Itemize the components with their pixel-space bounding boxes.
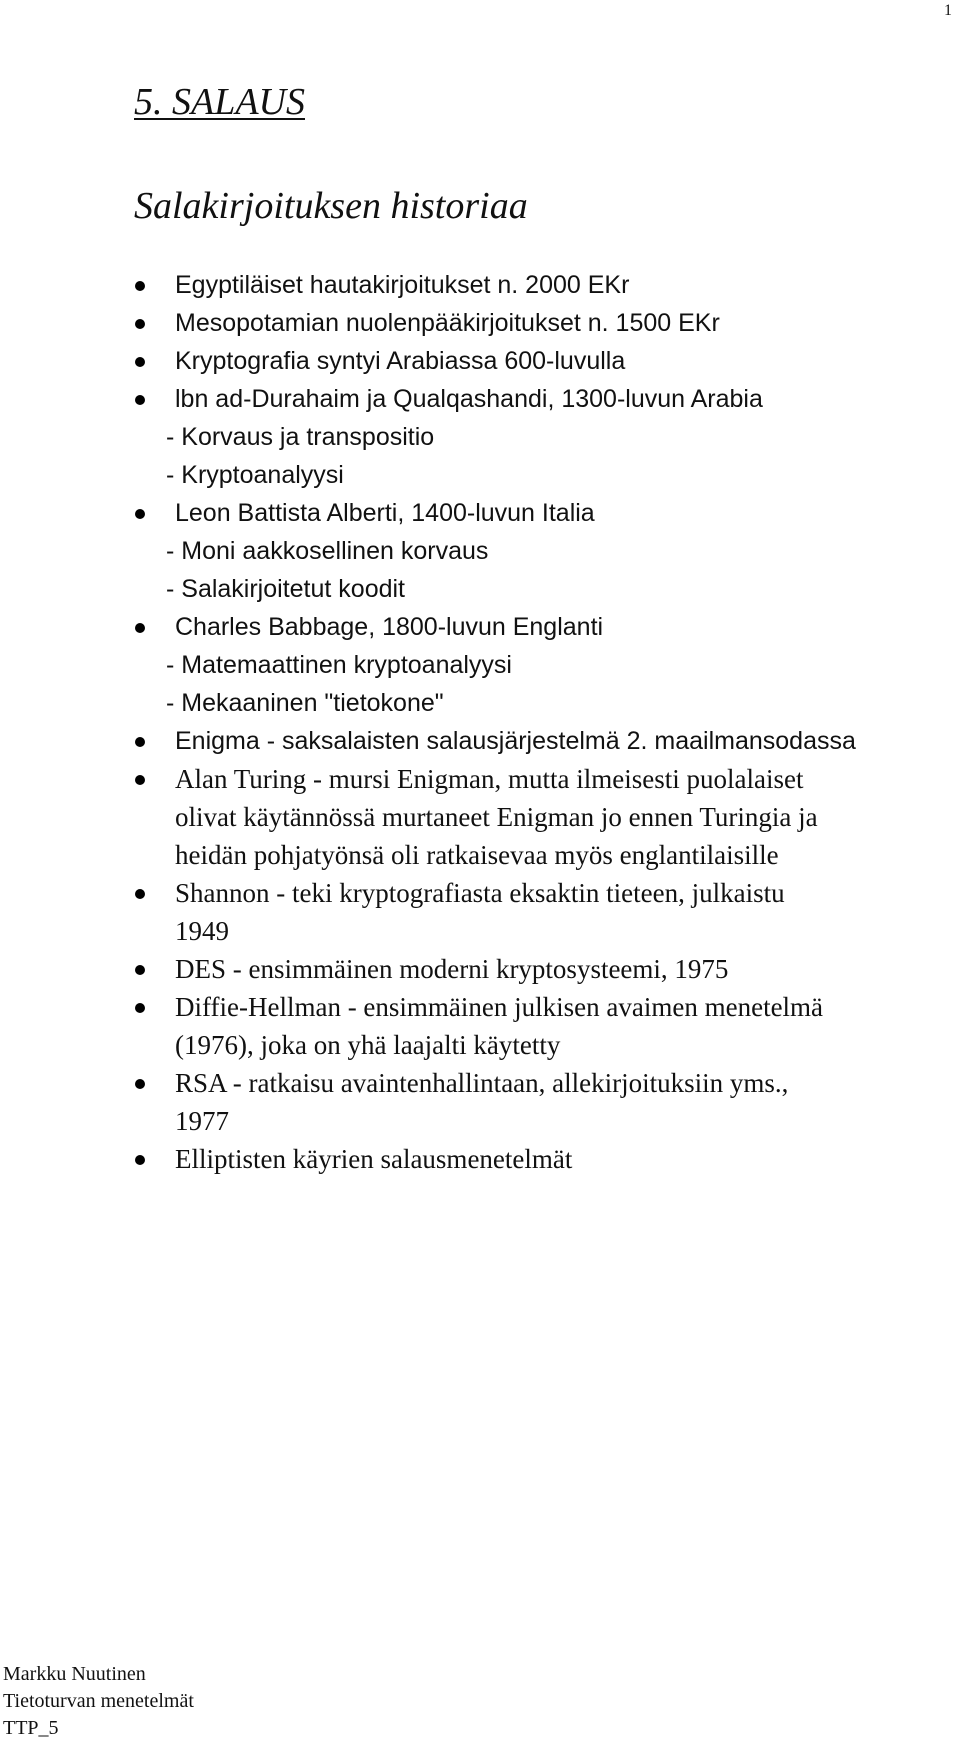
footer-author: Markku Nuutinen	[3, 1663, 146, 1685]
bullet-item	[0, 988, 856, 1026]
bullet-item	[0, 1064, 856, 1102]
bullet-item	[0, 494, 856, 532]
bullet-item	[0, 760, 856, 798]
line-text: - Matemaattinen kryptoanalyysi	[166, 651, 512, 679]
line-text: DES - ensimmäinen moderni kryptosysteemi, 1975	[175, 954, 729, 984]
bullet-item	[0, 1140, 856, 1178]
line-text: Alan Turing - mursi Enigman, mutta ilmeisesti puolalaiset	[175, 764, 804, 794]
bullet-icon	[135, 623, 145, 633]
footer-code: TTP_5	[3, 1717, 59, 1739]
line-text: Shannon - teki kryptografiasta eksaktin tieteen, julkaistu	[175, 878, 785, 908]
bullet-icon	[135, 889, 145, 899]
continuation-line	[0, 798, 856, 836]
line-text: 1949	[175, 916, 229, 946]
bullet-icon	[135, 1079, 145, 1089]
line-text: - Salakirjoitetut koodit	[166, 575, 406, 603]
bullet-icon	[135, 319, 145, 329]
bullet-icon	[135, 281, 145, 291]
footer-course: Tietoturvan menetelmät	[3, 1690, 194, 1712]
continuation-line	[0, 456, 856, 494]
bullet-icon	[135, 509, 145, 519]
continuation-line	[0, 1102, 856, 1140]
bullet-item	[0, 722, 856, 760]
chapter-title: 5. SALAUS	[134, 81, 305, 123]
line-text: heidän pohjatyönsä oli ratkaisevaa myös englantilaisille	[175, 840, 779, 870]
line-text: - Mekaaninen "tietokone"	[166, 689, 444, 717]
bullet-icon	[135, 965, 145, 975]
bullet-item	[0, 874, 856, 912]
footer	[3, 1661, 194, 1742]
bullet-item	[0, 304, 856, 342]
bullet-icon	[135, 357, 145, 367]
continuation-line	[0, 646, 856, 684]
line-text: Enigma - saksalaisten salausjärjestelmä 2. maailmansodassa	[175, 727, 856, 755]
bullet-item	[0, 950, 856, 988]
continuation-line	[0, 912, 856, 950]
bullet-icon	[135, 737, 145, 747]
bullet-icon	[135, 775, 145, 785]
line-text: - Moni aakkosellinen korvaus	[166, 537, 489, 565]
continuation-line	[0, 836, 856, 874]
line-text: Mesopotamian nuolenpääkirjoitukset n. 1500 EKr	[175, 309, 720, 337]
continuation-line	[0, 418, 856, 456]
bullet-item	[0, 342, 856, 380]
line-text: lbn ad-Durahaim ja Qualqashandi, 1300-luvun Arabia	[175, 385, 763, 413]
line-text: Egyptiläiset hautakirjoitukset n. 2000 EKr	[175, 271, 630, 299]
bullet-item	[0, 266, 856, 304]
bullet-icon	[135, 1003, 145, 1013]
bullet-item	[0, 608, 856, 646]
line-text: olivat käytännössä murtaneet Enigman jo ennen Turingia ja	[175, 802, 818, 832]
line-text: Charles Babbage, 1800-luvun Englanti	[175, 613, 604, 641]
history-list	[0, 266, 856, 1178]
continuation-line	[0, 570, 856, 608]
page-number: 1	[944, 2, 952, 19]
bullet-item	[0, 380, 856, 418]
line-text: Leon Battista Alberti, 1400-luvun Italia	[175, 499, 595, 527]
line-text: - Kryptoanalyysi	[166, 461, 344, 489]
line-text: - Korvaus ja transpositio	[166, 423, 435, 451]
continuation-line	[0, 532, 856, 570]
continuation-line	[0, 684, 856, 722]
line-text: 1977	[175, 1106, 229, 1136]
section-title: Salakirjoituksen historiaa	[134, 185, 528, 227]
continuation-line	[0, 1026, 856, 1064]
bullet-icon	[135, 395, 145, 405]
line-text: (1976), joka on yhä laajalti käytetty	[175, 1030, 561, 1060]
line-text: RSA - ratkaisu avaintenhallintaan, allekirjoituksiin yms.,	[175, 1068, 789, 1098]
line-text: Kryptografia syntyi Arabiassa 600-luvulla	[175, 347, 626, 375]
line-text: Diffie-Hellman - ensimmäinen julkisen avaimen menetelmä	[175, 992, 824, 1022]
bullet-icon	[135, 1155, 145, 1165]
line-text: Elliptisten käyrien salausmenetelmät	[175, 1144, 573, 1174]
